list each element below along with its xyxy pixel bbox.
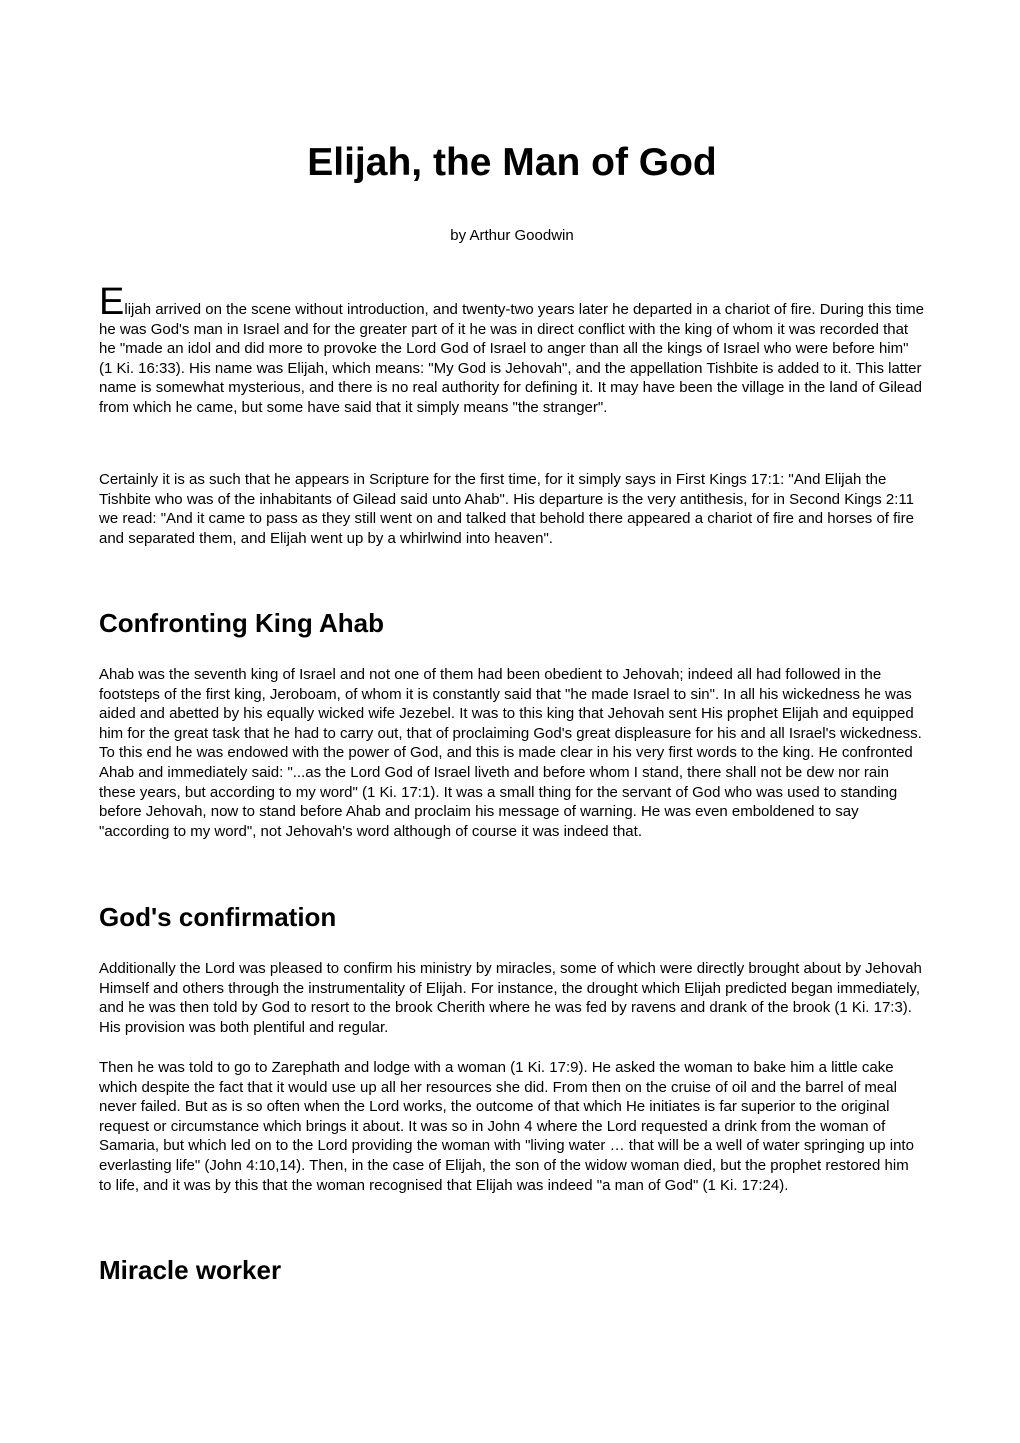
- page-title: Elijah, the Man of God: [307, 141, 717, 184]
- section-heading-miracle-worker: Miracle worker: [99, 1255, 282, 1285]
- intro-paragraph-2: Certainly it is as such that he appears in Scripture for the first time, for it simply says in First Kings 17:1: "And Elijah the Tishbite who was of the inhabitants of Gilead said unto Ahab". His departure is the very antithesis, for in Second Kings 2:11 we read: "And it came to pass as they still went on and talked that behold there appeared a chariot of fire and horses of fire and separated them, and Elijah went up by a whirlwind into heaven".: [99, 471, 914, 547]
- section-2-paragraph-2: Then he was told to go to Zarephath and lodge with a woman (1 Ki. 17:9). He asked the woman to bake him a little cake which despite the fact that it would use up all her resources she did. From then on the cruise of oil and the barrel of meal never failed. But as is so often when the Lord works, the outcome of that which He initiates is far superior to the original request or circumstance which brings it about. It was so in John 4 where the Lord requested a drink from the woman of Samaria, but which led on to the Lord providing the woman with "living water … that will be a well of water springing up into everlasting life" (John 4:10,14). Then, in the case of Elijah, the son of the widow woman died, but the prophet restored him to life, and it was by this that the woman recognised that Elijah was indeed "a man of God" (1 Ki. 17:24).: [99, 1059, 914, 1194]
- section-heading-confronting-king-ahab: Confronting King Ahab: [99, 608, 384, 638]
- intro-paragraph-1-text: lijah arrived on the scene without introduction, and twenty-two years later he departed in a chariot of fire. During this time he was God's man in Israel and for the greater part of it he was in direct conflict with the king of whom it was recorded that he "made an idol and did more to provoke the Lord God of Israel to anger than all the kings of Israel who were before him" (1 Ki. 16:33). His name was Elijah, which means: "My God is Jehovah", and the appellation Tishbite is added to it. This latter name is somewhat mysterious, and there is no real authority for defining it. It may have been the village in the land of Gilead from which he came, but some have said that it simply means "the stranger".: [99, 301, 924, 416]
- drop-cap-letter: E: [99, 281, 125, 323]
- intro-paragraph-1: [99, 281, 925, 418]
- author-byline: by Arthur Goodwin: [450, 227, 574, 244]
- section-heading-gods-confirmation: God's confirmation: [99, 902, 337, 932]
- section-1-paragraph-1: Ahab was the seventh king of Israel and not one of them had been obedient to Jehovah; indeed all had followed in the footsteps of the first king, Jeroboam, of whom it is constantly said that "he made Israel to sin". In all his wickedness he was aided and abetted by his equally wicked wife Jezebel. It was to this king that Jehovah sent His prophet Elijah and equipped him for the great task that he had to carry out, that of proclaiming God's great displeasure for his and all Israel's wickedness. To this end he was endowed with the power of God, and this is made clear in his very first words to the king. He confronted Ahab and immediately said: "...as the Lord God of Israel liveth and before whom I stand, there shall not be dew nor rain these years, but according to my word" (1 Ki. 17:1). It was a small thing for the servant of God who was used to standing before Jehovah, now to stand before Ahab and proclaim his message of warning. He was even emboldened to say "according to my word", not Jehovah's word although of course it was indeed that.: [99, 666, 922, 840]
- section-2-paragraph-1: Additionally the Lord was pleased to confirm his ministry by miracles, some of which were directly brought about by Jehovah Himself and others through the instrumentality of Elijah. For instance, the drought which Elijah predicted began immediately, and he was then told by God to resort to the brook Cherith where he was fed by ravens and drank of the brook (1 Ki. 17:3). His provision was both plentiful and regular.: [99, 960, 922, 1036]
